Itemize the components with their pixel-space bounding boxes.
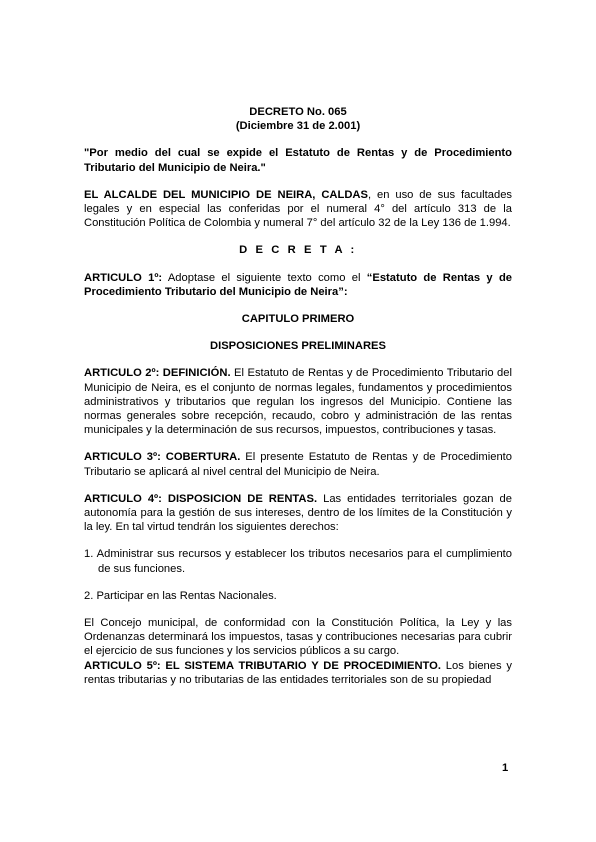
concejo-paragraph: El Concejo municipal, de conformidad con la Constitución Política, la Ley y las Ordenanzas determinará los impuestos, tasas y contribuciones necesarias para cubrir el ejercicio de sus funciones y los servicios públicos a su cargo. (84, 617, 512, 658)
article-4 (84, 492, 512, 535)
article-3 (84, 450, 512, 478)
preamble-authority: EL ALCALDE DEL MUNICIPIO DE NEIRA, CALDAS (84, 188, 368, 201)
article-3-label: ARTICULO 3º: COBERTURA. (84, 451, 241, 464)
article-5-text: Los bienes y rentas tributarias y no tributarias de las entidades territoriales son de su propiedad (84, 659, 512, 686)
article-2-text: El Estatuto de Rentas y de Procedimiento Tributario del Municipio de Neira, es el conjunto de normas legales, fundamentos y procedimientos administrativos y tributarios que regulan los ingresos del Municipio. Contiene las normas generales sobre recepción, recaudo, cobro y administración de las rentas municipales y la determinación de sus recursos, impuestos, contribuciones y tasas. (84, 367, 512, 437)
article-1 (84, 271, 512, 299)
preamble (84, 188, 512, 231)
decreta-heading: D E C R E T A : (239, 244, 357, 257)
article-4-label: ARTICULO 4º: DISPOSICION DE RENTAS. (84, 492, 318, 505)
chapter-heading: CAPITULO PRIMERO (241, 313, 355, 326)
rights-list (84, 547, 512, 603)
article-5-label: ARTICULO 5º: EL SISTEMA TRIBUTARIO Y DE PROCEDIMIENTO. (84, 659, 441, 672)
section-heading: DISPOSICIONES PRELIMINARES (210, 340, 386, 353)
article-5 (84, 659, 512, 687)
article-2-label: ARTICULO 2º: DEFINICIÓN. (84, 367, 231, 380)
decree-number: DECRETO No. 065 (249, 106, 347, 118)
list-item: 2. Participar en las Rentas Nacionales. (84, 589, 277, 602)
decree-date: (Diciembre 31 de 2.001) (235, 120, 361, 133)
article-1-label: ARTICULO 1º: (84, 271, 163, 284)
decree-subject: "Por medio del cual se expide el Estatuto de Rentas y de Procedimiento Tributario del Municipio de Neira." (84, 147, 512, 174)
article-1-text: Adoptase el siguiente texto como el (162, 271, 367, 284)
document-page (84, 105, 512, 687)
article-1-title: “Estatuto de Rentas y de Procedimiento Tributario del Municipio de Neira”: (84, 271, 512, 298)
article-2 (84, 366, 512, 437)
preamble-text: , en uso de sus facultades legales y en especial las conferidas por el numeral 4° del artículo 313 de la Constitución Política de Colombia y numeral 7° del artículo 32 de la Ley 136 de 1.994. (84, 188, 513, 230)
article-4-text: Las entidades territoriales gozan de autonomía para la gestión de sus intereses, dentro de los límites de la Constitución y la ley. En tal virtud tendrán los siguientes derechos: (84, 492, 512, 534)
article-3-text: El presente Estatuto de Rentas y de Procedimiento Tributario se aplicará al nivel central del Municipio de Neira. (84, 451, 512, 478)
list-item: 1. Administrar sus recursos y establecer los tributos necesarios para el cumplimiento de sus funciones. (84, 548, 512, 575)
page-number: 1 (502, 762, 509, 774)
